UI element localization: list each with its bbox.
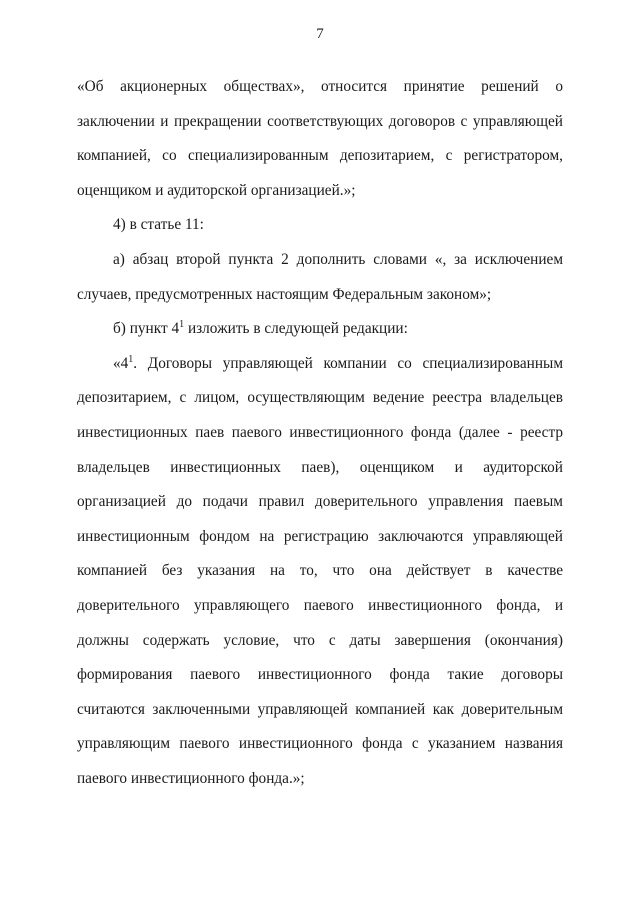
clause-superscript: 1 [128, 353, 134, 365]
page-number: 7 [316, 26, 324, 42]
paragraph-item-b [77, 312, 563, 347]
paragraph-item-4: 4) в статье 11: [113, 216, 204, 234]
document-body [77, 70, 563, 796]
paragraph-clause-4-1 [77, 347, 563, 797]
clause-text-after: . Договоры управляющей компании со специализированным депозитарием, с лицом, осуществляющим ведение реестра владельцев инвестиционных паев паевого инвестиционного фонда (далее - реестр владельцев инвестиционных паев), оценщиком и аудиторской организацией до подачи правил доверительного управления паевым инвестиционным фондом на регистрацию заключаются управляющей компанией без указания на то, что она действует в качестве доверительного управляющего паевого инвестиционного фонда, и должны содержать условие, что с даты завершения (окончания) формирования паевого инвестиционного фонда такие договоры считаются заключенными управляющей компанией как доверительным управляющим паевого инвестиционного фонда с указанием названия паевого инвестиционного фонда.»; [77, 354, 563, 787]
clause-text-before: «4 [113, 354, 129, 372]
item-b-text-before: б) пункт 4 [113, 320, 180, 338]
item-b-superscript: 1 [179, 319, 185, 331]
paragraph-item-a: а) абзац второй пункта 2 дополнить словами «, за исключением случаев, предусмотренных настоящим Федеральным законом»; [77, 250, 563, 303]
paragraph-continuation: «Об акционерных обществах», относится принятие решений о заключении и прекращении соответствующих договоров с управляющей компанией, со специализированным депозитарием, с регистратором, оценщиком и аудиторской организацией.»; [77, 78, 563, 199]
item-b-text-after: изложить в следующей редакции: [184, 320, 408, 338]
